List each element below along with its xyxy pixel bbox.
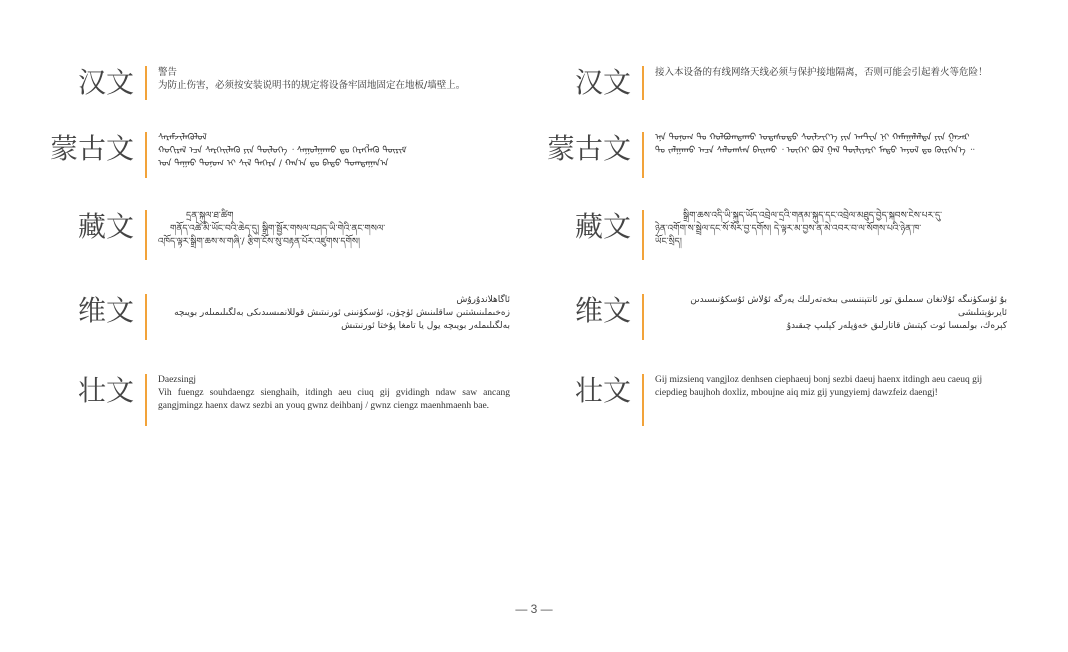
uyghur-line: ئاگاھلاندۇرۇش — [456, 295, 510, 305]
accent-divider — [642, 66, 644, 100]
left-row-mongolian — [40, 132, 510, 178]
tibetan-line: འཁོད་ལྟར་སྒྲིག་ཆས་ས་གཞི་/ རྩིག་ངོས་སུ་བརྟན་པོར་འཛུགས་དགོས། — [158, 237, 360, 247]
lang-label-chinese: 汉文 — [574, 66, 631, 99]
tibetan-line: གནོད་འཚེ་མི་ཡོང་བའི་ཆེད་དུ། སྒྲིག་སྦྱོར་གསལ་བཤད་ཡི་གེའི་ནང་གསལ་ — [170, 224, 386, 234]
accent-divider — [642, 294, 644, 340]
lang-label-tibetan: 藏文 — [574, 210, 631, 243]
right-row-chinese — [537, 66, 1007, 100]
right-tibetan-content — [655, 210, 1007, 249]
lang-label-zhuang: 壮文 — [77, 374, 134, 407]
accent-divider — [145, 374, 147, 426]
lang-label-mongolian: 蒙古文 — [546, 132, 631, 165]
right-uyghur-content — [655, 294, 1007, 333]
lang-label-mongolian: 蒙古文 — [49, 132, 134, 165]
right-row-tibetan — [537, 210, 1007, 260]
right-row-mongolian — [537, 132, 1007, 178]
left-tibetan-content — [158, 210, 510, 249]
left-uyghur-content — [158, 294, 510, 333]
antenna-warning-body: 接入本设备的有线网络天线必须与保护接地隔离，否则可能会引起着火等危险！ — [655, 67, 988, 78]
zhuang-body: Vih fuengz souhdaengz sienghaih, itdingh aeu ciuq gij gvidingh ndaw saw ancang gangjmingz haenx dawz sezbi an youq gwnz deihbanj / gwnz ciengz maenhmaenh bae. — [158, 388, 510, 411]
tibetan-line: ཡོང་སྲིད། — [655, 237, 682, 247]
uyghur-line: بەلگىلىملەر بويىچە يول يا تامغا پۇختا ئورنىتىش — [341, 321, 510, 331]
right-row-zhuang — [537, 374, 1007, 426]
uyghur-line: كېرەك، بولمىسا ئوت كېتىش قاتارلىق خەۋپلەر كېلىپ چىقىدۇ — [786, 321, 1007, 331]
lang-label-zhuang: 壮文 — [574, 374, 631, 407]
accent-divider — [145, 294, 147, 340]
mongolian-line: ᠡᠨᠡ ᠲᠣᠨᠣᠭ ᠲᠤ ᠬᠣᠯᠪᠣᠭᠳᠠᠬᠤ ᠤᠲᠠᠰᠤᠲᠤ ᠰᠦᠯᠵᠢᠶ᠎ᠡ ᠶᠢᠨ ᠠᠨᠲ᠋ᠧᠨ ᠨᠢ ᠬᠠᠮᠠᠭᠠᠯᠠᠯᠲᠠ ᠶᠢᠨ ᠭᠠᠵᠠᠷ — [655, 133, 970, 143]
page-number: — 3 — — [515, 602, 553, 616]
warning-title: 警告 — [158, 67, 178, 78]
tibetan-line: ཉེན་འགོག་ས་སྦྲེལ་དང་སོ་སོར་བྱ་དགོས། དེ་ལྟར་མ་བྱས་ན་མེ་འབར་བ་ལ་སོགས་པའི་ཉེན་ཁ་ — [655, 224, 922, 234]
mongolian-line: ᠲᠤ ᠵᠠᠯᠭᠠᠬᠤ ᠠᠴᠠ ᠰᠠᠯᠤᠭᠰᠠᠨ ᠪᠠᠢᠬᠤ ᠂ ᠦᠭᠡᠢ ᠪᠣᠯ ᠭᠠᠯ ᠲᠦᠯᠢᠶᠡᠷᠢ ᠮᠡᠲᠦ ᠠᠶᠤᠯ ᠳᠤ ᠬᠦᠷᠭᠡᠨ᠎ᠡ ᠃ — [655, 146, 975, 156]
right-row-uyghur — [537, 294, 1007, 340]
left-row-tibetan — [40, 210, 510, 260]
tibetan-line: དྲན་སྐུལ་ཐ་ཚིག — [186, 211, 234, 221]
left-mongolian-content — [158, 132, 510, 171]
tibetan-line: སྒྲིག་ཆས་འདི་ཡི་སྐུད་ཡོད་འབྲེལ་དྲའི་གནམ་སྐུད་དང་འབྲེལ་མཐུད་བྱེད་སྐབས་ངེས་པར་དུ་ — [683, 211, 943, 221]
lang-label-uyghur: 维文 — [77, 294, 134, 327]
accent-divider — [145, 66, 147, 100]
warning-body: 为防止伤害，必须按安装说明书的规定将设备牢固地固定在地板/墙壁上。 — [158, 80, 466, 91]
uyghur-line: بۇ ئۈسكۈنىگە ئۇلانغان سىملىق تور ئانتېننىسى بىخەتەرلىك يەرگە ئۇلاش ئۇسكۇنىسىدىن ئايرىۋېتىلىشى — [690, 295, 1007, 318]
left-zhuang-content — [158, 374, 510, 413]
zhuang-body: Gij mizsienq vangjloz denhsen ciephaeuj bonj sezbi daeuj haenx itdingh aeu caeuq gij ciepdieg baujhoh doxliz, mboujne aiq miz gij yungyiemj dawzfeiz daengj! — [655, 375, 983, 398]
accent-divider — [642, 132, 644, 178]
zhuang-title: Daezsingj — [158, 375, 196, 385]
lang-label-chinese: 汉文 — [77, 66, 134, 99]
right-zhuang-content — [655, 374, 1007, 400]
uyghur-line: زەخىملىنىشتىن ساقلىنىش ئۈچۈن، ئۈسكۈنىنى ئورنىتىش قوللانمىسىدىكى بەلگىلىمىلەر بويىچە — [174, 308, 510, 318]
mongolian-line: ᠰᠡᠷᠡᠮᠵᠢᠯᠡᠬᠦᠯᠦᠯ — [158, 133, 207, 143]
accent-divider — [145, 132, 147, 178]
left-chinese-content — [158, 66, 510, 92]
lang-label-tibetan: 藏文 — [77, 210, 134, 243]
accent-divider — [642, 374, 644, 426]
lang-label-uyghur: 维文 — [574, 294, 631, 327]
accent-divider — [642, 210, 644, 260]
accent-divider — [145, 210, 147, 260]
right-chinese-content — [655, 66, 1007, 79]
right-mongolian-content — [655, 132, 1007, 158]
mongolian-line: ᠤᠨ ᠳᠠᠭᠠᠤ ᠲᠣᠨᠣᠭ ᠢ ᠰᠢᠯ ᠳᠡᠭᠡᠷᠡ / ᠬᠠᠨ᠎ᠠ ᠳᠤ ᠪᠠᠲᠤ ᠲᠣᠭᠲᠠᠭᠠᠨ᠎ᠠ — [158, 159, 389, 169]
left-row-chinese — [40, 66, 510, 100]
mongolian-line: ᠬᠣᠬᠢᠷᠠᠯ ᠡᠴᠡ ᠰᠡᠷᠭᠡᠢᠯᠡᠬᠦ ᠶᠢᠨ ᠲᠥᠯᠦᠭᠡ ᠂ ᠰᠠᠭᠤᠯᠭᠠᠬᠤ ᠳᠤ ᠬᠡᠷᠡᠭᠯᠡᠬᠦ ᠳᠦᠷᠢᠮ — [158, 146, 407, 156]
left-row-zhuang — [40, 374, 510, 426]
left-row-uyghur — [40, 294, 510, 340]
